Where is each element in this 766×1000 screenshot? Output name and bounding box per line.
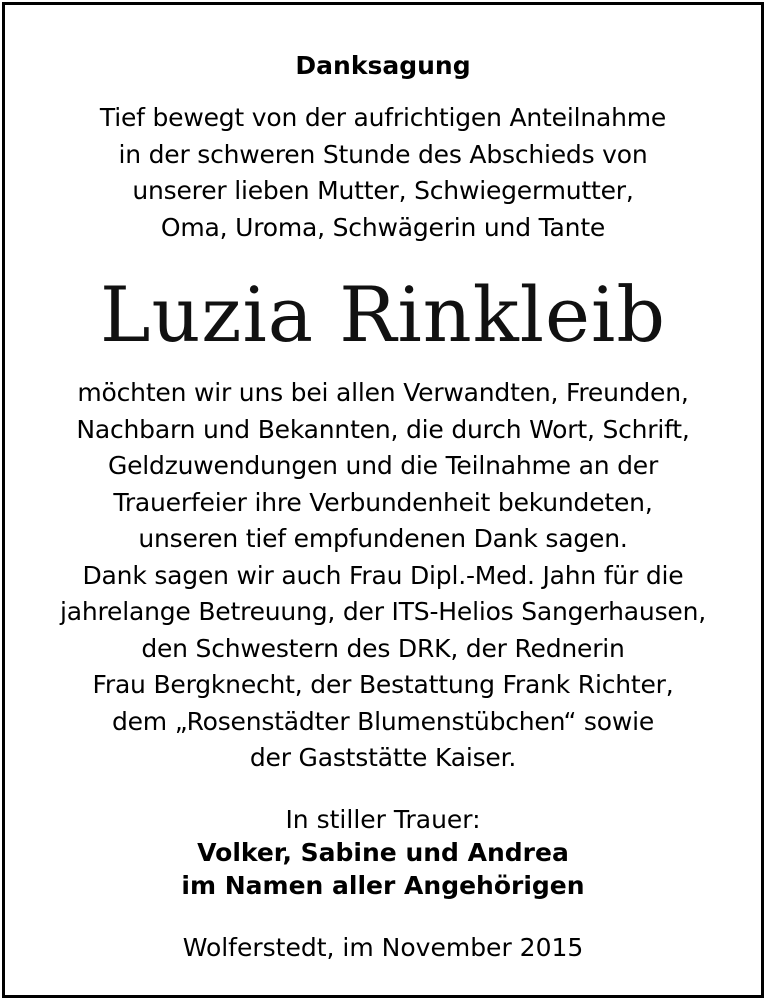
thanks-paragraph bbox=[5, 375, 761, 777]
thanks-line: Dank sagen wir auch Frau Dipl.-Med. Jahn für die bbox=[82, 560, 684, 590]
thanks-line: Frau Bergknecht, der Bestattung Frank Richter, bbox=[92, 670, 674, 699]
thanks-line: Geldzuwendungen und die Teilnahme an der bbox=[107, 451, 659, 480]
signature-block bbox=[5, 803, 761, 902]
thanks-line: dem „Rosenstädter Blumenstübchen“ sowie bbox=[111, 706, 655, 736]
thanks-line: unseren tief empfundenen Dank sagen. bbox=[138, 524, 628, 553]
thanks-line: Trauerfeier ihre Verbundenheit bekundeten, bbox=[113, 487, 653, 517]
thanks-line: den Schwestern des DRK, der Rednerin bbox=[141, 633, 625, 663]
signatory-line: Volker, Sabine und Andrea bbox=[197, 838, 569, 867]
intro-line: in der schweren Stunde des Abschieds von bbox=[118, 139, 648, 169]
notice-heading: Danksagung bbox=[295, 51, 471, 80]
intro-line: Oma, Uroma, Schwägerin und Tante bbox=[160, 212, 606, 242]
signatory-line: im Namen aller Angehörigen bbox=[181, 871, 585, 900]
deceased-name: Luzia Rinkleib bbox=[99, 270, 666, 359]
thanks-line: der Gaststätte Kaiser. bbox=[249, 743, 517, 772]
notice-frame bbox=[2, 2, 764, 998]
intro-paragraph bbox=[5, 100, 761, 246]
intro-line: Tief bewegt von der aufrichtigen Anteilnahme bbox=[99, 103, 667, 132]
place-date: Wolferstedt, im November 2015 bbox=[182, 933, 584, 962]
intro-line: unserer lieben Mutter, Schwiegermutter, bbox=[132, 176, 634, 205]
thanks-line: jahrelange Betreuung, der ITS-Helios Sangerhausen, bbox=[60, 597, 706, 626]
thanks-line: Nachbarn und Bekannten, die durch Wort, Schrift, bbox=[76, 414, 690, 444]
thanks-line: möchten wir uns bei allen Verwandten, Freunden, bbox=[77, 378, 689, 407]
mourning-label: In stiller Trauer: bbox=[285, 805, 481, 834]
